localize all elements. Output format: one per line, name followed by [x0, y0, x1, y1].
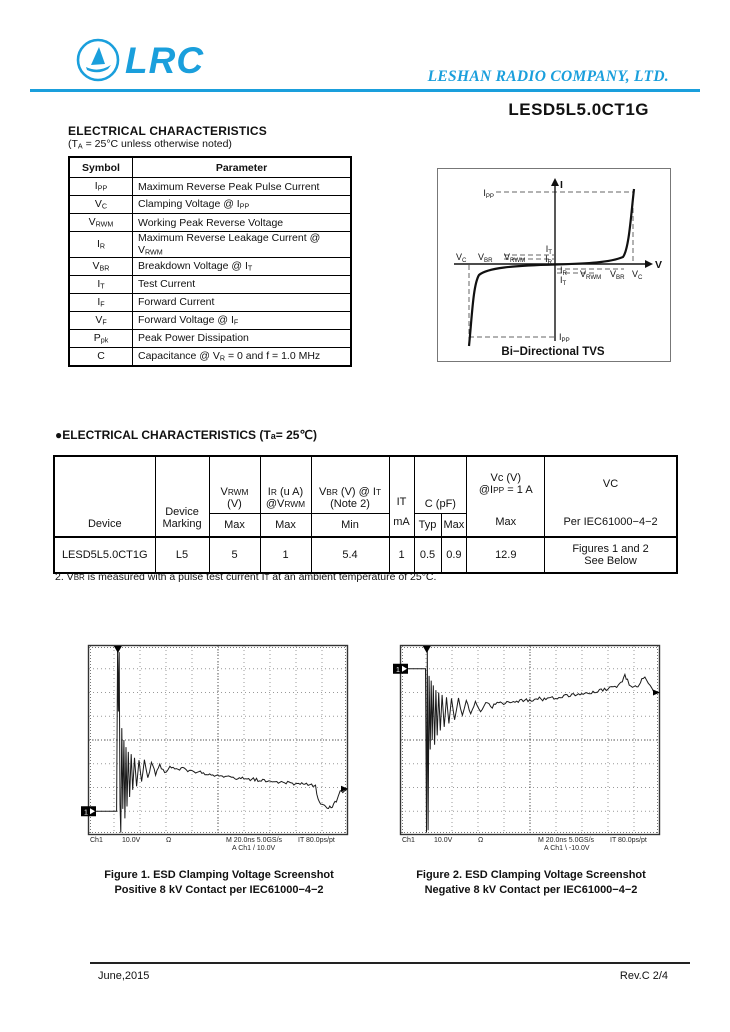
table-row: [69, 178, 351, 196]
symbol-cell: VF: [69, 311, 133, 329]
figure-2: [396, 645, 662, 898]
readout-impedance: Ω: [478, 837, 484, 844]
header-ir-max: Max: [260, 513, 311, 537]
device-cell: LESD5L5.0CT1G: [54, 537, 155, 573]
company-logo: [74, 36, 204, 84]
header-c: C (pF): [414, 456, 467, 513]
vbr-right-label: $V_{BR}$: [610, 269, 625, 281]
col-header-symbol: Symbol: [69, 157, 133, 178]
vrwm-left-label: $V_{RWM}$: [504, 252, 526, 264]
channel-marker: [393, 664, 408, 674]
company-name: LESHAN RADIO COMPANY, LTD.: [427, 68, 669, 85]
header-vbr: VBR (V) @ IT (Note 2): [311, 456, 389, 513]
symbol-cell: IT: [69, 275, 133, 293]
vc-right-label: $V_C$: [632, 269, 643, 281]
oscilloscope-screenshot-2: [396, 645, 660, 835]
parameter-cell: Maximum Reverse Peak Pulse Current: [133, 178, 352, 196]
ir-right-label: $I_R$: [560, 265, 567, 277]
readout-channel: Ch1: [402, 837, 415, 844]
header-c-typ: Typ: [414, 513, 441, 537]
table-row: [69, 257, 351, 275]
tvs-iv-diagram: [437, 168, 671, 362]
readout-timebase: M 20.0ns 5.0GS/s: [226, 837, 283, 844]
electrical-characteristics-table: [53, 455, 678, 574]
header-device-marking: Device Marking: [155, 456, 209, 537]
v-axis-arrow: [645, 260, 653, 268]
scope-readout: [400, 837, 662, 855]
header-ir: IR (u A) @VRWM: [260, 456, 311, 513]
device-data-row: [54, 537, 677, 573]
symbol-cell: IR: [69, 232, 133, 258]
header-vrwm: VRWM (V): [209, 456, 260, 513]
readout-resolution: IT 80.0ps/pt: [610, 837, 647, 844]
header-vc: Vc (V) @IPP = 1 A Max: [467, 456, 545, 537]
readout-trigger: A Ch1 / 10.0V: [232, 845, 276, 852]
header-device: Device: [54, 456, 155, 537]
readout-resolution: IT 80.0ps/pt: [298, 837, 335, 844]
channel-marker: [81, 806, 96, 816]
parameter-cell: Working Peak Reverse Voltage: [133, 214, 352, 232]
symbol-parameter-table: [68, 156, 352, 367]
figure-1-caption: Figure 1. ESD Clamping Voltage Screenshot Positive 8 kV Contact per IEC61000−4−2: [104, 869, 334, 896]
ir-left-label: $I_R$: [545, 254, 552, 266]
oscilloscope-screenshot-1: [84, 645, 348, 835]
header-c-max: Max: [441, 513, 467, 537]
table-row: [69, 347, 351, 366]
header-vbr-min: Min: [311, 513, 389, 537]
header-vc-iec: VC Per IEC61000−4−2: [545, 456, 677, 537]
it-left-label: $I_T$: [545, 244, 552, 256]
readout-scale: 10.0V: [122, 837, 141, 844]
marking-cell: L5: [155, 537, 209, 573]
logo-text: LRC: [125, 39, 205, 81]
section1-subtitle: (TA = 25°C unless otherwise noted): [68, 138, 232, 151]
ipp-bottom-label: $I_{PP}$: [559, 332, 570, 344]
parameter-cell: Clamping Voltage @ IPP: [133, 196, 352, 214]
lrc-logo-icon: [74, 36, 122, 84]
parameter-cell: Peak Power Dissipation: [133, 329, 352, 347]
footer-rule: [90, 962, 690, 964]
symbol-cell: VC: [69, 196, 133, 214]
header-it: IT mA: [389, 456, 414, 537]
figure-1: [84, 645, 350, 898]
symbol-cell: IPP: [69, 178, 133, 196]
it-cell: 1: [389, 537, 414, 573]
table-row: [69, 214, 351, 232]
symbol-cell: VRWM: [69, 214, 133, 232]
parameter-cell: Maximum Reverse Leakage Current @ VRWM: [133, 232, 352, 258]
readout-timebase: M 20.0ns 5.0GS/s: [538, 837, 595, 844]
table-row: [69, 329, 351, 347]
vbr-cell: 5.4: [311, 537, 389, 573]
ir-cell: 1: [260, 537, 311, 573]
vc-left-label: $V_C$: [456, 252, 467, 264]
table-note: 2. VBR is measured with a pulse test current IT at an ambient temperature of 25°C.: [55, 571, 437, 583]
table-row: [69, 232, 351, 258]
readout-trigger: A Ch1 \ -10.0V: [544, 845, 590, 852]
symbol-cell: Ppk: [69, 329, 133, 347]
header-row-1: [54, 456, 677, 513]
readout-channel: Ch1: [90, 837, 103, 844]
parameter-cell: Forward Voltage @ IF: [133, 311, 352, 329]
i-axis-label: I: [560, 179, 563, 191]
scope-readout: [88, 837, 350, 855]
parameter-cell: Breakdown Voltage @ IT: [133, 257, 352, 275]
footer-revision: Rev.C 2/4: [619, 970, 668, 982]
table-row: [69, 293, 351, 311]
section2-title: ●ELECTRICAL CHARACTERISTICS (Ta= 25℃): [55, 428, 317, 442]
table-row: [69, 196, 351, 214]
header-rule: [30, 89, 700, 92]
table-row: [69, 311, 351, 329]
diagram-caption: Bi−Directional TVS: [501, 346, 605, 358]
vc-iec-cell: Figures 1 and 2 See Below: [545, 537, 677, 573]
table-row: [69, 275, 351, 293]
section1-title: ELECTRICAL CHARACTERISTICS: [68, 124, 267, 138]
tvs-iv-curve: [469, 189, 634, 346]
footer-date: June,2015: [98, 970, 150, 982]
parameter-cell: Forward Current: [133, 293, 352, 311]
vbr-left-label: $V_{BR}$: [478, 252, 493, 264]
parameter-cell: Test Current: [133, 275, 352, 293]
ipp-top-label: $I_{PP}$: [483, 188, 494, 200]
c-typ-cell: 0.5: [414, 537, 441, 573]
it-right-label: $I_T$: [560, 275, 567, 287]
readout-scale: 10.0V: [434, 837, 453, 844]
svg-text:1: 1: [396, 666, 400, 674]
symbol-cell: C: [69, 347, 133, 366]
vc-cell: 12.9: [467, 537, 545, 573]
symbol-cell: VBR: [69, 257, 133, 275]
part-number: LESD5L5.0CT1G: [508, 100, 649, 119]
c-max-cell: 0.9: [441, 537, 467, 573]
symbol-cell: IF: [69, 293, 133, 311]
readout-impedance: Ω: [166, 837, 172, 844]
figure-2-caption: Figure 2. ESD Clamping Voltage Screenshot Negative 8 kV Contact per IEC61000−4−2: [416, 869, 646, 896]
header-vrwm-max: Max: [209, 513, 260, 537]
v-axis-label: V: [655, 259, 663, 271]
col-header-parameter: Parameter: [133, 157, 352, 178]
table-header-row: [69, 157, 351, 178]
parameter-cell: Capacitance @ VR = 0 and f = 1.0 MHz: [133, 347, 352, 366]
vrwm-right-label: $V_{RWM}$: [580, 269, 602, 281]
i-axis-arrow: [551, 178, 559, 186]
svg-text:1: 1: [84, 809, 88, 817]
vrwm-cell: 5: [209, 537, 260, 573]
